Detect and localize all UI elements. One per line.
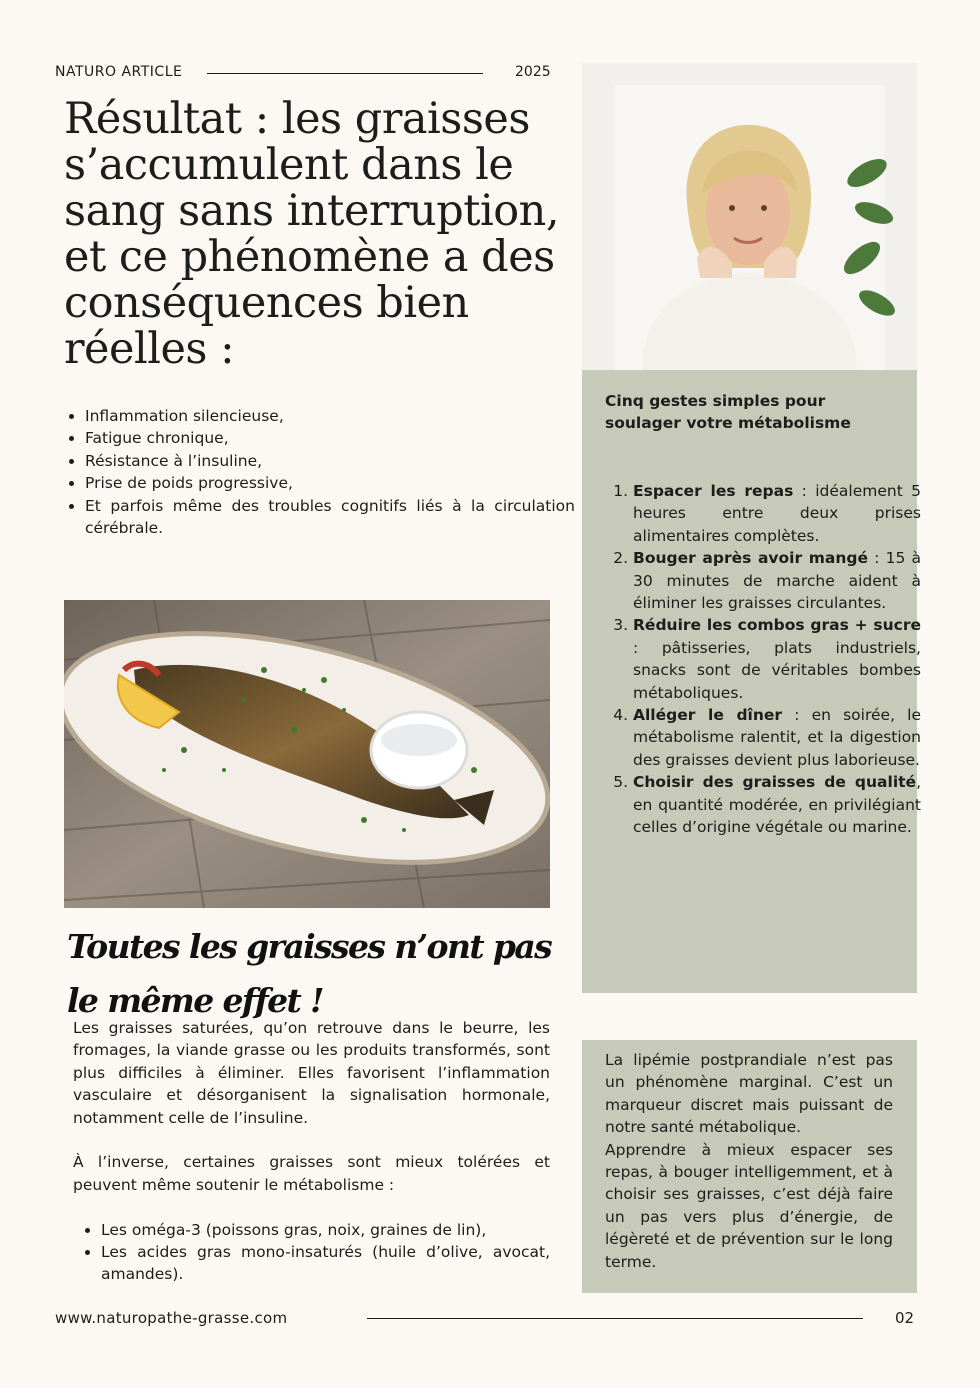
tip-strong: Réduire les combos gras + sucre [633,616,921,635]
list-item: • Les oméga-3 (poissons gras, noix, graines de lin), [101,1219,550,1241]
conclusion-paragraph: La lipémie postprandiale n’est pas un phénomène marginal. C’est un marqueur discret mais puissant de notre santé métabolique. [605,1051,893,1137]
header-label: NATURO ARTICLE [55,64,183,80]
header-divider [207,73,483,74]
tip-item [633,480,921,547]
section-subhead: Toutes les graisses n’ont pas le même effet ! [67,927,552,1020]
header-year: 2025 [515,64,551,80]
list-item: • Fatigue chronique, [85,427,575,449]
tip-text: : pâtisseries, plats industriels, snacks sont de véritables bombes métaboliques. [633,638,921,702]
conclusion-text [605,1049,893,1273]
tip-text: : en soirée, le métabolisme ralentit, et la digestion des graisses devient plus laborieuse. [633,706,921,769]
list-item: • Résistance à l’insuline, [85,450,575,472]
tip-text: , en quantité modérée, en privilégiant celles d’origine végétale ou marine. [633,773,921,837]
body-text [73,1017,550,1286]
list-item: • Inflammation silencieuse, [85,405,575,427]
tip-strong: Espacer les repas [633,482,794,500]
tip-strong: Alléger le dîner [633,706,783,725]
article-headline: Résultat : les graisses s’accumulent dans le sang sans interruption, et ce phénomène a des conséquences bien réelles : [64,94,560,374]
conclusion-paragraph: Apprendre à mieux espacer ses repas, à bouger intelligemment, et à choisir ses graisses, c’est déjà faire un pas vers plus d’énergie, de légèreté et de prévention sur le long terme. [605,1140,893,1271]
body-paragraph: À l’inverse, certaines graisses sont mieux tolérées et peuvent même soutenir le métabolisme : [73,1153,550,1194]
tip-strong: Bouger après avoir mangé [633,549,869,568]
good-fats-list [73,1219,550,1286]
list-item: • Prise de poids progressive, [85,472,575,494]
tip-strong: Choisir des graisses de qualité [633,773,917,792]
portrait-photo [582,63,917,370]
page-number: 02 [895,1309,915,1327]
tips-list [605,480,921,839]
consequences-list [63,405,575,539]
tip-text: : idéalement 5 heures entre deux prises alimentaires complètes. [633,482,921,545]
footer-website-link[interactable]: www.naturopathe-grasse.com [55,1309,288,1327]
footer-divider [367,1318,863,1319]
list-item: • Les acides gras mono-insaturés (huile d’olive, avocat, amandes). [101,1241,550,1286]
fish-dish-photo [64,600,550,908]
list-item: • Et parfois même des troubles cognitifs liés à la circulation cérébrale. [85,495,575,540]
tips-panel-title: Cinq gestes simples pour soulager votre métabolisme [605,392,851,433]
tip-item [633,547,921,614]
tip-text: : 15 à 30 minutes de marche aident à éliminer les graisses circulantes. [633,549,921,613]
body-paragraph: Les graisses saturées, qu’on retrouve dans le beurre, les fromages, la viande grasse ou les produits transformés, sont plus difficiles à éliminer. Elles favorisent l’inflammation vasculaire et désorganisent la signalisation hormonale, notamment celle de l’insuline. [73,1019,550,1127]
tip-item [633,771,921,838]
tip-item [633,704,921,771]
tip-item [633,614,921,704]
